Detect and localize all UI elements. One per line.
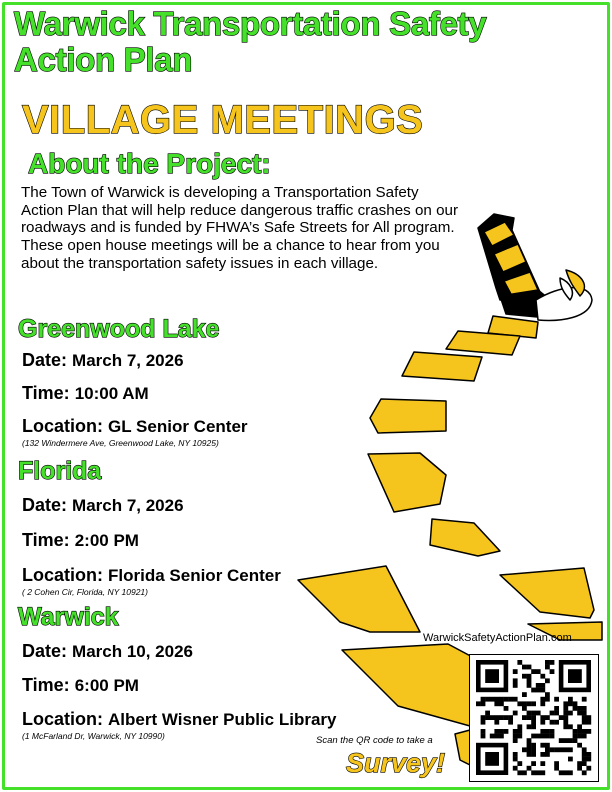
time-value: 2:00 PM — [74, 531, 139, 550]
time-label: Time: — [22, 383, 70, 403]
warwick-time-row — [22, 674, 139, 697]
page-title — [14, 6, 604, 78]
time-value: 6:00 PM — [74, 676, 139, 695]
about-paragraph: The Town of Warwick is developing a Transportation Safety Action Plan that will help reduce dangerous traffic crashes on our roadways and is funded by FHWA’s Safe Streets for All program. These open house meetings will be a chance to hear from you about the transportation safety issues in each village. — [21, 184, 459, 272]
road-dash — [298, 566, 420, 632]
scan-prompt: Scan the QR code to take a — [316, 735, 433, 746]
warwick-address: (1 McFarland Dr, Warwick, NY 10990) — [22, 731, 165, 741]
road-dash — [368, 453, 446, 512]
about-heading: About the Project: — [28, 148, 271, 179]
florida-address: ( 2 Cohen Cir, Florida, NY 10921) — [22, 587, 148, 597]
survey-cta: Survey! — [346, 748, 446, 778]
section-heading-warwick: Warwick — [18, 603, 119, 631]
greenwood-date-row — [22, 349, 184, 372]
traffic-cone-icon — [478, 214, 592, 320]
subtitle: VILLAGE MEETINGS — [22, 98, 424, 142]
website-url: WarwickSafetyActionPlan.com — [423, 632, 572, 644]
section-heading-greenwood-lake: Greenwood Lake — [18, 315, 220, 343]
florida-location-row — [22, 564, 281, 587]
location-label: Location: — [22, 565, 103, 585]
florida-time-row — [22, 529, 139, 552]
road-dash — [370, 399, 446, 433]
time-label: Time: — [22, 675, 70, 695]
location-value: GL Senior Center — [108, 417, 248, 436]
qr-code[interactable] — [469, 654, 599, 782]
title-line-2: Action Plan — [14, 41, 193, 78]
date-value: March 10, 2026 — [72, 642, 193, 661]
time-value: 10:00 AM — [74, 384, 149, 403]
location-label: Location: — [22, 416, 103, 436]
date-value: March 7, 2026 — [72, 496, 184, 515]
date-label: Date: — [22, 495, 68, 515]
date-value: March 7, 2026 — [72, 351, 184, 370]
road-dash — [402, 352, 482, 381]
road-dash — [500, 568, 594, 618]
warwick-date-row — [22, 640, 193, 663]
road-dash — [446, 331, 520, 355]
title-line-1: Warwick Transportation Safety — [14, 5, 487, 42]
greenwood-time-row — [22, 382, 149, 405]
florida-date-row — [22, 494, 184, 517]
greenwood-address: (132 Windermere Ave, Greenwood Lake, NY 10925) — [22, 438, 219, 448]
warwick-location-row — [22, 708, 336, 731]
road-dash — [455, 730, 470, 765]
greenwood-location-row — [22, 415, 248, 438]
road-dash — [342, 644, 478, 726]
time-label: Time: — [22, 530, 70, 550]
qr-code-icon — [470, 655, 598, 781]
location-label: Location: — [22, 709, 103, 729]
location-value: Florida Senior Center — [108, 566, 281, 585]
section-heading-florida: Florida — [18, 457, 102, 485]
date-label: Date: — [22, 350, 68, 370]
date-label: Date: — [22, 641, 68, 661]
location-value: Albert Wisner Public Library — [108, 710, 337, 729]
road-dash — [430, 519, 500, 556]
